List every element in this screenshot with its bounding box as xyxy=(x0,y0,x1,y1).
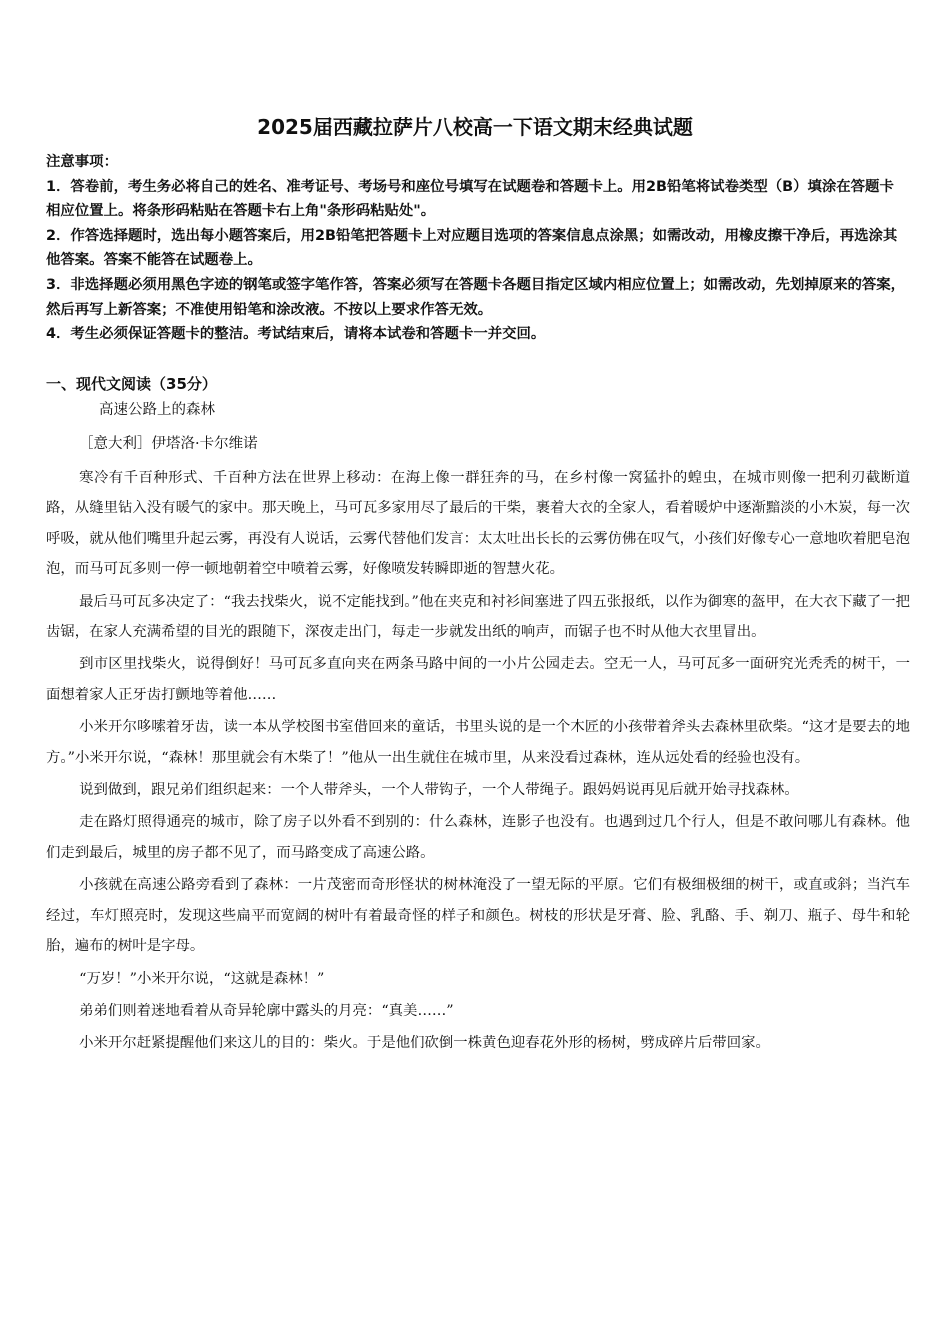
article-paragraph: 到市区里找柴火，说得倒好！马可瓦多直向夹在两条马路中间的一小片公园走去。空无一人，马可瓦多一面研究光秃秃的树干，一面想着家人正牙齿打颤地等着他…… xyxy=(46,656,910,703)
article-title: 高速公路上的森林 xyxy=(99,402,215,418)
article-paragraph: 走在路灯照得通亮的城市，除了房子以外看不到别的：什么森林，连影子也没有。也遇到过几个行人，但是不敢问哪儿有森林。他们走到最后，城里的房子都不见了，而马路变成了高速公路。 xyxy=(46,814,910,861)
section-heading: 一、现代文阅读（35分） xyxy=(46,375,217,393)
notice-heading: 注意事项： xyxy=(46,154,118,170)
notice-item: 3．非选择题必须用黑色字迹的钢笔或签字笔作答，答案必须写在答题卡各题目指定区域内相应位置上；如需改动，先划掉原来的答案，然后再写上新答案；不准使用铅笔和涂改液。不按以上要求作答无效。 xyxy=(46,276,906,318)
document-title: 2025届西藏拉萨片八校高一下语文期末经典试题 xyxy=(257,115,693,139)
article-paragraph: 小孩就在高速公路旁看到了森林：一片茂密而奇形怪状的树林淹没了一望无际的平原。它们有极细极细的树干，或直或斜；当汽车经过，车灯照亮时，发现这些扁平而宽阔的树叶有着最奇怪的样子和颜色。树枝的形状是牙膏、脸、乳酪、手、剃刀、瓶子、母牛和轮胎，遍布的树叶是字母。 xyxy=(46,877,910,955)
notice-item: 2．作答选择题时，选出每小题答案后，用2B铅笔把答题卡上对应题目选项的答案信息点涂黑；如需改动，用橡皮擦干净后，再选涂其他答案。答案不能答在试题卷上。 xyxy=(46,227,898,269)
article-paragraph: 最后马可瓦多决定了：“我去找柴火，说不定能找到。”他在夹克和衬衫间塞进了四五张报纸，以作为御寒的盔甲，在大衣下藏了一把齿锯，在家人充满希望的目光的跟随下，深夜走出门，每走一步就发出纸的响声，而锯子也不时从他大衣里冒出。 xyxy=(46,593,910,641)
article-paragraph: 弟弟们则着迷地看着从奇异轮廓中露头的月亮：“真美……” xyxy=(79,1002,454,1019)
article-paragraph: 小米开尔赶紧提醒他们来这儿的目的：柴火。于是他们砍倒一株黄色迎春花外形的杨树，劈成碎片后带回家。 xyxy=(79,1035,770,1052)
notice-item: 1．答卷前，考生务必将自己的姓名、准考证号、考场号和座位号填写在试题卷和答题卡上。用2B铅笔将试卷类型（B）填涂在答题卡相应位置上。将条形码粘贴在答题卡右上角"条形码粘贴处"。 xyxy=(46,178,894,220)
notice-block xyxy=(46,150,906,347)
article-body xyxy=(46,463,910,1061)
article-author: ［意大利］伊塔洛·卡尔维诺 xyxy=(79,436,258,452)
article-paragraph: 小米开尔哆嗦着牙齿，读一本从学校图书室借回来的童话，书里头说的是一个木匠的小孩带着斧头去森林里砍柴。“这才是要去的地方。”小米开尔说，“森林！那里就会有木柴了！”他从一出生就住在城市里，从来没看过森林，连从远处看的经验也没有。 xyxy=(46,719,910,766)
article-paragraph: “万岁！”小米开尔说，“这就是森林！” xyxy=(79,970,325,987)
article-paragraph: 寒冷有千百种形式、千百种方法在世界上移动：在海上像一群狂奔的马，在乡村像一窝猛扑的蝗虫，在城市则像一把利刃截断道路，从缝里钻入没有暖气的家中。那天晚上，马可瓦多家用尽了最后的干柴，裹着大衣的全家人，看着暖炉中逐渐黯淡的小木炭，每一次呼吸，就从他们嘴里升起云雾，再没有人说话，云雾代替他们发言：太太吐出长长的云雾仿佛在叹气，小孩们好像专心一意地吹着肥皂泡泡，而马可瓦多则一停一顿地朝着空中喷着云雾，好像喷发转瞬即逝的智慧火花。 xyxy=(46,470,910,578)
notice-item: 4．考生必须保证答题卡的整洁。考试结束后，请将本试卷和答题卡一并交回。 xyxy=(46,326,546,343)
article-paragraph: 说到做到，跟兄弟们组织起来：一个人带斧头，一个人带钩子，一个人带绳子。跟妈妈说再见后就开始寻找森林。 xyxy=(79,782,799,799)
